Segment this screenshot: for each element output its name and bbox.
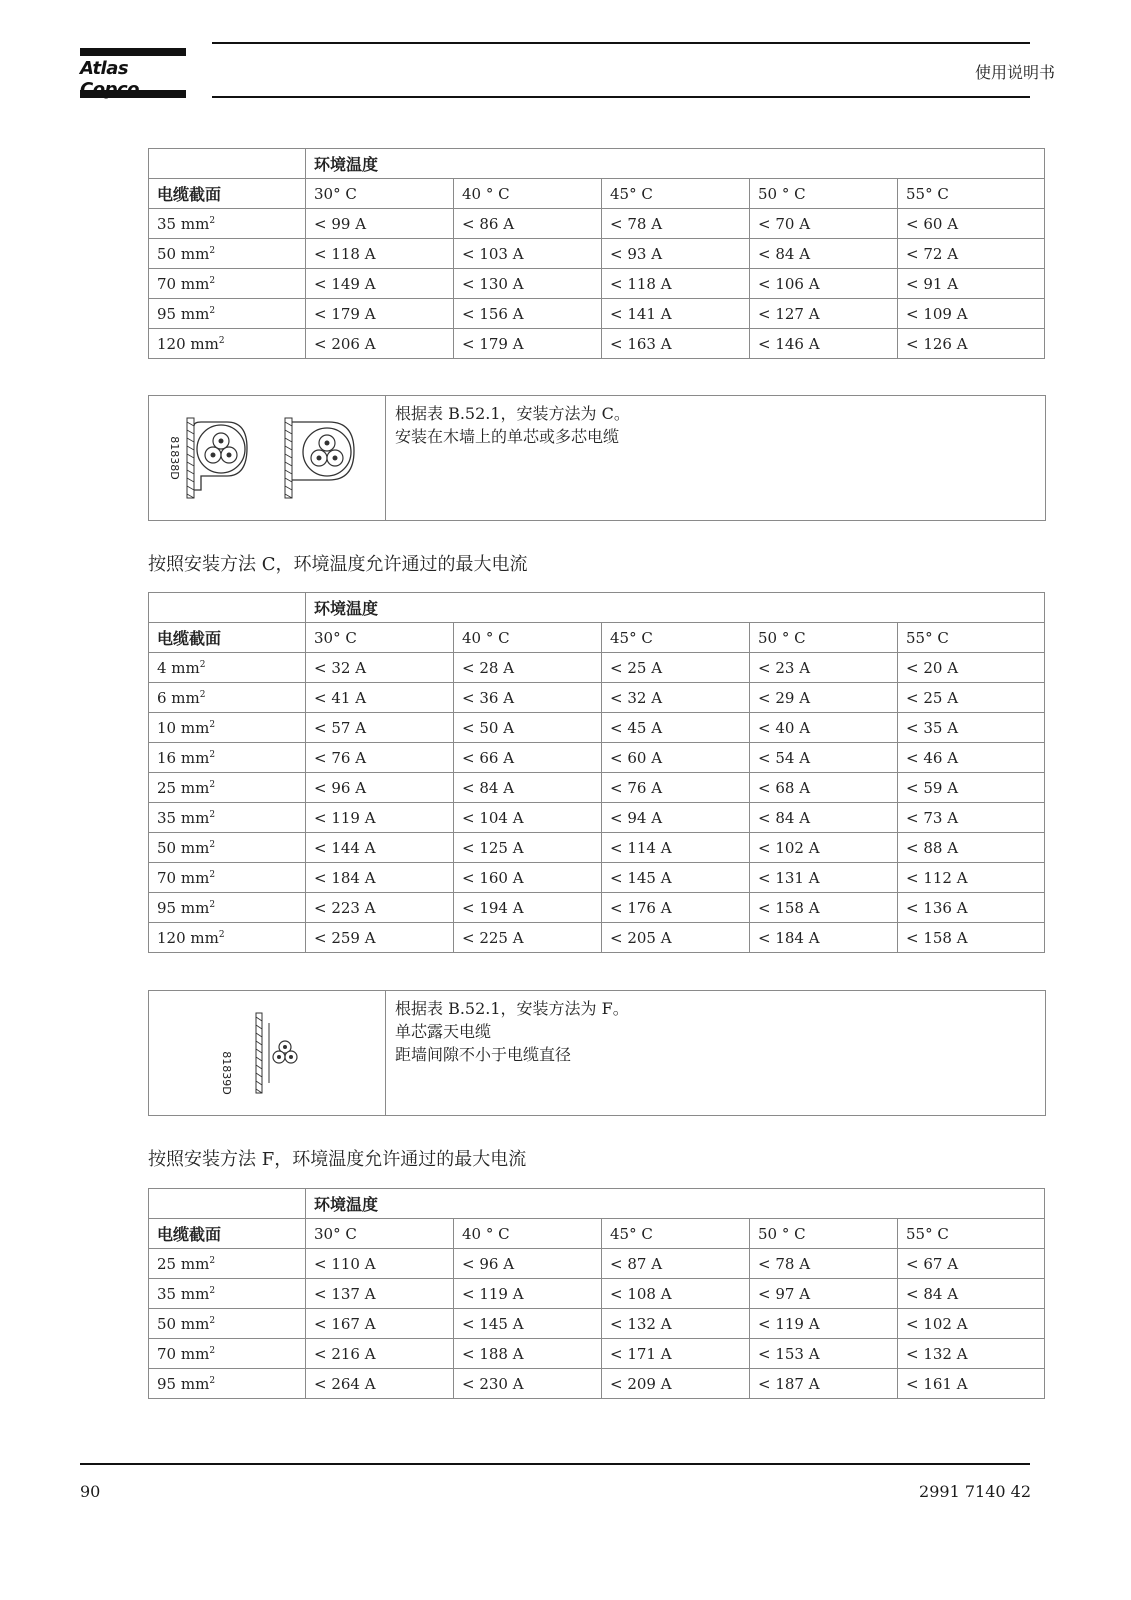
current-value-cell: < 216 A [306,1339,454,1369]
current-value-cell: < 46 A [898,743,1045,773]
temperature-row [149,179,1045,209]
current-value-cell: < 187 A [750,1369,898,1399]
current-value-cell: < 114 A [602,833,750,863]
current-value-cell: < 153 A [750,1339,898,1369]
document-number: 2991 7140 42 [919,1482,1031,1501]
cable-size-value: 4 mm [157,658,200,677]
logo-text: Atlas [80,58,129,79]
logo-bottom-bar [80,90,186,98]
env-temp-label: 环境温度 [306,149,1045,179]
current-value-cell: < 141 A [602,299,750,329]
unit-superscript: 2 [209,245,216,256]
current-value-cell: < 28 A [454,653,602,683]
section-title-method-f: 按照安装方法 F，环境温度允许通过的最大电流 [148,1149,527,1170]
temp-header: 55° C [898,179,1045,209]
table-row [149,803,1045,833]
method-line: 根据表 B.52.1，安装方法为 F。 [395,999,629,1018]
cable-size-cell [149,803,306,833]
current-value-cell: < 119 A [454,1279,602,1309]
current-value-cell: < 73 A [898,803,1045,833]
cable-size-value: 6 mm [157,688,200,707]
table-row [149,683,1045,713]
current-value-cell: < 97 A [750,1279,898,1309]
unit-superscript: 2 [209,809,216,820]
unit-superscript: 2 [209,869,216,880]
current-value-cell: < 179 A [306,299,454,329]
cable-size-cell [149,713,306,743]
current-value-cell: < 102 A [750,833,898,863]
current-value-cell: < 137 A [306,1279,454,1309]
temperature-row [149,623,1045,653]
current-value-cell: < 59 A [898,773,1045,803]
cable-size-cell [149,299,306,329]
table-row [149,269,1045,299]
current-value-cell: < 32 A [602,683,750,713]
header-rule-bottom [212,96,1030,98]
current-value-cell: < 163 A [602,329,750,359]
current-value-cell: < 184 A [306,863,454,893]
temp-header: 30° C [306,179,454,209]
current-table-2 [148,592,1045,953]
current-value-cell: < 119 A [306,803,454,833]
current-value-cell: < 145 A [454,1309,602,1339]
unit-superscript: 2 [209,779,216,790]
cable-size-cell [149,1339,306,1369]
unit-superscript: 2 [209,215,216,226]
table-row [149,239,1045,269]
current-value-cell: < 104 A [454,803,602,833]
install-method-c-text [395,402,630,448]
unit-superscript: 2 [199,659,206,670]
current-value-cell: < 36 A [454,683,602,713]
cable-section-label: 电缆截面 [149,623,306,653]
current-value-cell: < 54 A [750,743,898,773]
current-value-cell: < 132 A [898,1339,1045,1369]
cable-size-value: 16 mm [157,748,210,767]
current-value-cell: < 112 A [898,863,1045,893]
current-value-cell: < 88 A [898,833,1045,863]
figure-code: 81838D [168,436,181,480]
current-value-cell: < 156 A [454,299,602,329]
current-value-cell: < 57 A [306,713,454,743]
temp-header: 55° C [898,623,1045,653]
current-table-1 [148,148,1045,359]
current-value-cell: < 225 A [454,923,602,953]
current-value-cell: < 108 A [602,1279,750,1309]
cable-size-cell [149,239,306,269]
footer-rule [80,1463,1030,1465]
unit-superscript: 2 [209,899,216,910]
cable-size-cell [149,683,306,713]
logo-top-bar [80,48,186,56]
current-value-cell: < 35 A [898,713,1045,743]
document-title: 使用说明书 [974,63,1055,82]
current-value-cell: < 184 A [750,923,898,953]
table-header-row [149,149,1045,179]
current-value-cell: < 50 A [454,713,602,743]
env-temp-label: 环境温度 [306,593,1045,623]
table-row [149,1279,1045,1309]
unit-superscript: 2 [209,719,216,730]
cable-size-cell [149,209,306,239]
cable-size-value: 95 mm [157,898,210,917]
current-value-cell: < 144 A [306,833,454,863]
current-value-cell: < 94 A [602,803,750,833]
current-value-cell: < 102 A [898,1309,1045,1339]
table-header-row [149,593,1045,623]
current-value-cell: < 264 A [306,1369,454,1399]
current-value-cell: < 96 A [306,773,454,803]
current-value-cell: < 66 A [454,743,602,773]
current-value-cell: < 206 A [306,329,454,359]
env-temp-label: 环境温度 [306,1189,1045,1219]
cable-size-value: 35 mm [157,808,210,827]
unit-superscript: 2 [209,1255,216,1266]
cable-size-cell [149,329,306,359]
current-value-cell: < 188 A [454,1339,602,1369]
unit-superscript: 2 [209,305,216,316]
temp-header: 50 ° C [750,179,898,209]
cable-size-value: 25 mm [157,1254,210,1273]
current-value-cell: < 167 A [306,1309,454,1339]
current-value-cell: < 160 A [454,863,602,893]
cable-size-value: 120 mm [157,334,219,353]
table-header-row [149,1189,1045,1219]
section-title-method-c: 按照安装方法 C，环境温度允许通过的最大电流 [148,554,528,575]
table-row [149,653,1045,683]
cable-size-value: 95 mm [157,1374,210,1393]
table-row [149,863,1045,893]
temperature-row [149,1219,1045,1249]
current-value-cell: < 84 A [750,803,898,833]
cable-size-cell [149,1309,306,1339]
cable-size-cell [149,269,306,299]
current-value-cell: < 158 A [750,893,898,923]
current-value-cell: < 132 A [602,1309,750,1339]
current-value-cell: < 110 A [306,1249,454,1279]
cable-size-value: 50 mm [157,1314,210,1333]
method-line: 根据表 B.52.1，安装方法为 C。 [395,404,630,423]
cable-section-label: 电缆截面 [149,1219,306,1249]
cable-size-value: 35 mm [157,1284,210,1303]
current-value-cell: < 32 A [306,653,454,683]
current-value-cell: < 161 A [898,1369,1045,1399]
current-value-cell: < 145 A [602,863,750,893]
unit-superscript: 2 [209,839,216,850]
current-value-cell: < 91 A [898,269,1045,299]
current-value-cell: < 127 A [750,299,898,329]
current-value-cell: < 60 A [898,209,1045,239]
temp-header: 45° C [602,179,750,209]
current-value-cell: < 223 A [306,893,454,923]
unit-superscript: 2 [218,929,225,940]
temp-header: 30° C [306,623,454,653]
current-value-cell: < 78 A [750,1249,898,1279]
install-method-f-figure [149,991,386,1115]
current-value-cell: < 76 A [306,743,454,773]
cable-size-value: 50 mm [157,244,210,263]
unit-superscript: 2 [209,1285,216,1296]
method-line: 安装在木墙上的单芯或多芯电缆 [395,427,620,446]
current-value-cell: < 149 A [306,269,454,299]
current-value-cell: < 209 A [602,1369,750,1399]
current-value-cell: < 45 A [602,713,750,743]
unit-superscript: 2 [209,749,216,760]
cable-size-cell [149,743,306,773]
current-value-cell: < 103 A [454,239,602,269]
current-value-cell: < 230 A [454,1369,602,1399]
temp-header: 40 ° C [454,1219,602,1249]
temp-header: 40 ° C [454,179,602,209]
current-value-cell: < 194 A [454,893,602,923]
current-value-cell: < 93 A [602,239,750,269]
temp-header: 50 ° C [750,1219,898,1249]
table-row [149,713,1045,743]
cable-size-cell [149,653,306,683]
header-rule-top [212,42,1030,44]
install-method-f-text [395,997,629,1066]
install-method-c-figure [149,396,386,520]
current-value-cell: < 70 A [750,209,898,239]
current-value-cell: < 106 A [750,269,898,299]
temp-header: 45° C [602,623,750,653]
cable-size-cell [149,863,306,893]
current-value-cell: < 176 A [602,893,750,923]
current-value-cell: < 118 A [306,239,454,269]
current-value-cell: < 67 A [898,1249,1045,1279]
empty-corner-cell [149,1189,306,1219]
figure-code: 81839D [220,1051,233,1095]
current-value-cell: < 136 A [898,893,1045,923]
current-table-3 [148,1188,1045,1399]
table-row [149,743,1045,773]
table-row [149,893,1045,923]
current-value-cell: < 158 A [898,923,1045,953]
cable-size-cell [149,773,306,803]
temp-header: 30° C [306,1219,454,1249]
cable-size-cell [149,923,306,953]
cable-size-value: 70 mm [157,1344,210,1363]
current-value-cell: < 60 A [602,743,750,773]
current-value-cell: < 125 A [454,833,602,863]
temp-header: 50 ° C [750,623,898,653]
table-row [149,1309,1045,1339]
table-row [149,773,1045,803]
cable-size-cell [149,1249,306,1279]
unit-superscript: 2 [209,275,216,286]
temp-header: 45° C [602,1219,750,1249]
current-value-cell: < 84 A [454,773,602,803]
unit-superscript: 2 [209,1345,216,1356]
unit-superscript: 2 [218,335,225,346]
table-row [149,209,1045,239]
current-value-cell: < 179 A [454,329,602,359]
current-value-cell: < 126 A [898,329,1045,359]
current-value-cell: < 40 A [750,713,898,743]
cable-size-value: 70 mm [157,868,210,887]
cable-size-cell [149,1279,306,1309]
current-value-cell: < 20 A [898,653,1045,683]
current-value-cell: < 29 A [750,683,898,713]
current-value-cell: < 146 A [750,329,898,359]
current-value-cell: < 25 A [898,683,1045,713]
current-value-cell: < 68 A [750,773,898,803]
current-value-cell: < 84 A [898,1279,1045,1309]
current-value-cell: < 23 A [750,653,898,683]
empty-corner-cell [149,593,306,623]
unit-superscript: 2 [209,1375,216,1386]
table-row [149,1339,1045,1369]
cable-on-wall-diagram [149,396,385,520]
current-value-cell: < 78 A [602,209,750,239]
current-value-cell: < 171 A [602,1339,750,1369]
cable-size-cell [149,833,306,863]
cable-size-value: 95 mm [157,304,210,323]
unit-superscript: 2 [209,1315,216,1326]
temp-header: 40 ° C [454,623,602,653]
install-method-f-box [148,990,1046,1116]
current-value-cell: < 25 A [602,653,750,683]
cable-size-cell [149,1369,306,1399]
temp-header: 55° C [898,1219,1045,1249]
current-value-cell: < 76 A [602,773,750,803]
cable-size-value: 35 mm [157,214,210,233]
current-value-cell: < 41 A [306,683,454,713]
current-value-cell: < 109 A [898,299,1045,329]
cable-section-label: 电缆截面 [149,179,306,209]
cable-size-value: 25 mm [157,778,210,797]
cable-size-value: 10 mm [157,718,210,737]
method-line: 距墙间隙不小于电缆直径 [395,1045,572,1064]
method-line: 单芯露天电缆 [395,1022,492,1041]
cable-size-cell [149,893,306,923]
current-value-cell: < 72 A [898,239,1045,269]
current-value-cell: < 205 A [602,923,750,953]
unit-superscript: 2 [199,689,206,700]
open-air-cable-diagram [149,991,385,1115]
table-row [149,923,1045,953]
table-row [149,1249,1045,1279]
table-row [149,299,1045,329]
empty-corner-cell [149,149,306,179]
table-row [149,329,1045,359]
table-row [149,833,1045,863]
cable-size-value: 50 mm [157,838,210,857]
table-row [149,1369,1045,1399]
cable-size-value: 70 mm [157,274,210,293]
page-number: 90 [80,1482,101,1501]
current-value-cell: < 119 A [750,1309,898,1339]
current-value-cell: < 86 A [454,209,602,239]
current-value-cell: < 99 A [306,209,454,239]
cable-size-value: 120 mm [157,928,219,947]
current-value-cell: < 87 A [602,1249,750,1279]
current-value-cell: < 84 A [750,239,898,269]
install-method-c-box [148,395,1046,521]
current-value-cell: < 130 A [454,269,602,299]
current-value-cell: < 118 A [602,269,750,299]
current-value-cell: < 96 A [454,1249,602,1279]
current-value-cell: < 259 A [306,923,454,953]
current-value-cell: < 131 A [750,863,898,893]
